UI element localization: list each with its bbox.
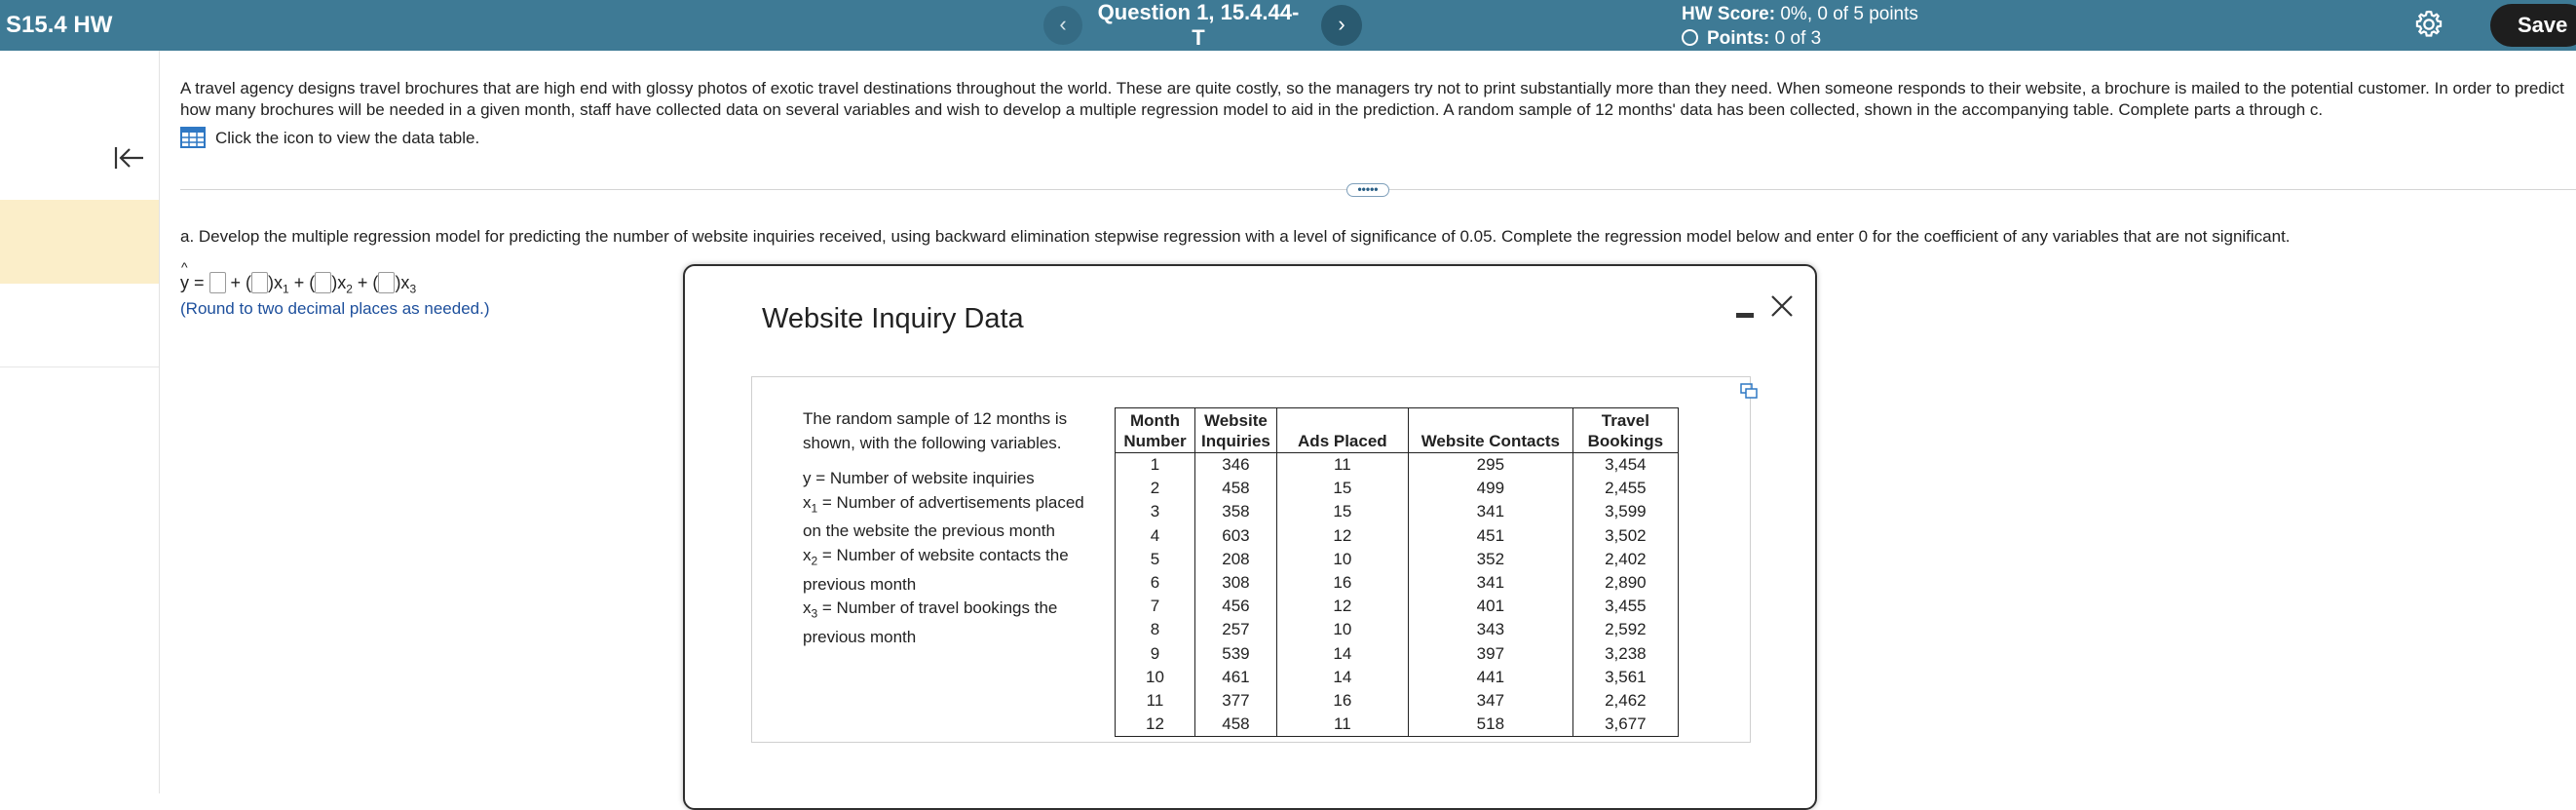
- table-cell: 11: [1276, 453, 1408, 478]
- column-header: Website Contacts: [1408, 408, 1572, 453]
- collapse-panel-icon[interactable]: [113, 144, 146, 172]
- table-cell: 458: [1195, 477, 1277, 500]
- table-cell: 2: [1116, 477, 1195, 500]
- table-cell: 603: [1195, 524, 1277, 548]
- data-table-link[interactable]: [180, 127, 479, 148]
- website-inquiry-table: [1115, 407, 1679, 737]
- intercept-input[interactable]: [209, 272, 226, 293]
- table-row: [1116, 642, 1679, 666]
- table-cell: 7: [1116, 595, 1195, 618]
- table-cell: 451: [1408, 524, 1572, 548]
- table-row: [1116, 666, 1679, 689]
- table-body: [1116, 453, 1679, 737]
- chevron-left-icon: ‹: [1059, 12, 1067, 36]
- table-cell: 3,455: [1572, 595, 1678, 618]
- copy-to-clipboard-icon[interactable]: [1740, 383, 1758, 399]
- table-cell: 308: [1195, 571, 1277, 595]
- variable-y: y = Number of website inquiries: [803, 469, 1035, 487]
- table-row: [1116, 595, 1679, 618]
- regression-equation: ^ y = + ( )$x_1$ + ( )$x_2$ + ( )$x_3$: [180, 259, 417, 296]
- table-cell: 539: [1195, 642, 1277, 666]
- question-title: Question 1, 15.4.44-T: [1097, 0, 1300, 50]
- current-question-highlight[interactable]: [0, 200, 159, 284]
- hw-score: HW Score: 0%, 0 of 5 points: [1682, 4, 1918, 24]
- table-cell: 10: [1276, 618, 1408, 641]
- data-panel: [751, 376, 1751, 743]
- table-row: [1116, 713, 1679, 737]
- table-row: [1116, 524, 1679, 548]
- table-cell: 377: [1195, 689, 1277, 713]
- points-status-icon: [1682, 29, 1698, 46]
- table-cell: 3,599: [1572, 500, 1678, 523]
- variable-description: [803, 407, 1105, 650]
- settings-gear-icon[interactable]: [2412, 8, 2445, 41]
- table-cell: 8: [1116, 618, 1195, 641]
- table-row: [1116, 548, 1679, 571]
- points: Points: 0 of 3: [1682, 26, 1918, 51]
- table-cell: 2,462: [1572, 689, 1678, 713]
- score-block: [1682, 2, 1918, 51]
- problem-intro: A travel agency designs travel brochures that are high end with glossy photos of exotic travel destinations throughout the world. These are quite costly, so the managers try not to print substantially more than they need. When someone responds to their website, a brochure is mailed to the potential customer. In order to predict how many brochures will be needed in a given month, staff have collected data on several variables and wish to develop a multiple regression model to aid in the prediction. A random sample of 12 months' data has been collected, shown in the accompanying table. Complete parts a through c.: [180, 79, 2564, 119]
- close-icon[interactable]: [1769, 293, 1795, 319]
- x1-coefficient-input[interactable]: [251, 272, 268, 293]
- x3-coefficient-input[interactable]: [378, 272, 395, 293]
- table-cell: 16: [1276, 571, 1408, 595]
- table-cell: 3,502: [1572, 524, 1678, 548]
- table-icon[interactable]: [180, 127, 206, 148]
- table-row: [1116, 618, 1679, 641]
- table-cell: 208: [1195, 548, 1277, 571]
- table-cell: 9: [1116, 642, 1195, 666]
- hw-title: S15.4 HW: [6, 12, 113, 38]
- table-cell: 3,677: [1572, 713, 1678, 737]
- table-cell: 3,561: [1572, 666, 1678, 689]
- variable-x3: $x_3$ = Number of travel bookings the previous month: [803, 598, 1058, 647]
- sample-description: The random sample of 12 months is shown, with the following variables.: [803, 409, 1068, 452]
- table-cell: 15: [1276, 477, 1408, 500]
- table-cell: 2,455: [1572, 477, 1678, 500]
- table-cell: 5: [1116, 548, 1195, 571]
- next-question-button[interactable]: [1321, 5, 1362, 46]
- modal-title: Website Inquiry Data: [762, 303, 1024, 334]
- table-cell: 2,890: [1572, 571, 1678, 595]
- table-cell: 11: [1116, 689, 1195, 713]
- rounding-note: (Round to two decimal places as needed.): [180, 299, 490, 318]
- table-cell: 347: [1408, 689, 1572, 713]
- table-row: [1116, 689, 1679, 713]
- table-row: [1116, 477, 1679, 500]
- previous-question-button[interactable]: [1043, 6, 1082, 45]
- top-bar: [0, 0, 2576, 73]
- data-table-modal: [683, 264, 1817, 810]
- table-cell: 12: [1116, 713, 1195, 737]
- table-cell: 341: [1408, 500, 1572, 523]
- question-info: [1091, 0, 1306, 74]
- table-cell: 15: [1276, 500, 1408, 523]
- variable-x1: $x_1$ = Number of advertisements placed on the website the previous month: [803, 492, 1084, 541]
- table-row: [1116, 500, 1679, 523]
- column-header: Month Number: [1116, 408, 1195, 453]
- table-cell: 257: [1195, 618, 1277, 641]
- table-row: [1116, 571, 1679, 595]
- table-cell: 499: [1408, 477, 1572, 500]
- table-cell: 295: [1408, 453, 1572, 478]
- table-cell: 343: [1408, 618, 1572, 641]
- table-cell: 14: [1276, 642, 1408, 666]
- table-cell: 456: [1195, 595, 1277, 618]
- table-cell: 461: [1195, 666, 1277, 689]
- minimize-icon[interactable]: [1734, 299, 1756, 321]
- table-cell: 12: [1276, 595, 1408, 618]
- variable-x2: $x_2$ = Number of website contacts the previous month: [803, 545, 1069, 594]
- save-button[interactable]: Save: [2490, 4, 2576, 47]
- table-cell: 358: [1195, 500, 1277, 523]
- table-cell: 397: [1408, 642, 1572, 666]
- column-header: Travel Bookings: [1572, 408, 1678, 453]
- chevron-right-icon: ›: [1338, 12, 1345, 36]
- column-header: Website Inquiries: [1195, 408, 1277, 453]
- table-cell: 2,402: [1572, 548, 1678, 571]
- table-cell: 16: [1276, 689, 1408, 713]
- table-cell: 6: [1116, 571, 1195, 595]
- table-cell: 1: [1116, 453, 1195, 478]
- table-header-row: [1116, 408, 1679, 453]
- table-cell: 10: [1116, 666, 1195, 689]
- table-cell: 14: [1276, 666, 1408, 689]
- table-cell: 341: [1408, 571, 1572, 595]
- part-a-instructions: a. Develop the multiple regression model for predicting the number of website inquiries received, using backward elimination stepwise regression with a level of significance of 0.05. Complete the regression model below and enter 0 for the coefficient of any variables that are not significant.: [180, 227, 2291, 246]
- question-part: Part 1 of 5: [1159, 55, 1237, 73]
- rail-divider: [0, 366, 159, 367]
- table-row: [1116, 453, 1679, 478]
- x2-coefficient-input[interactable]: [315, 272, 331, 293]
- table-cell: 458: [1195, 713, 1277, 737]
- table-cell: 4: [1116, 524, 1195, 548]
- y-hat: ^ y: [180, 259, 189, 292]
- table-cell: 401: [1408, 595, 1572, 618]
- table-cell: 3,454: [1572, 453, 1678, 478]
- table-cell: 346: [1195, 453, 1277, 478]
- table-cell: 12: [1276, 524, 1408, 548]
- expand-toggle-button[interactable]: •••••: [1346, 183, 1389, 197]
- table-cell: 2,592: [1572, 618, 1678, 641]
- data-link-text: Click the icon to view the data table.: [215, 129, 480, 147]
- table-cell: 3,238: [1572, 642, 1678, 666]
- left-rail: [0, 51, 160, 793]
- table-cell: 352: [1408, 548, 1572, 571]
- table-cell: 11: [1276, 713, 1408, 737]
- table-cell: 10: [1276, 548, 1408, 571]
- table-cell: 441: [1408, 666, 1572, 689]
- table-cell: 3: [1116, 500, 1195, 523]
- table-cell: 518: [1408, 713, 1572, 737]
- column-header: Ads Placed: [1276, 408, 1408, 453]
